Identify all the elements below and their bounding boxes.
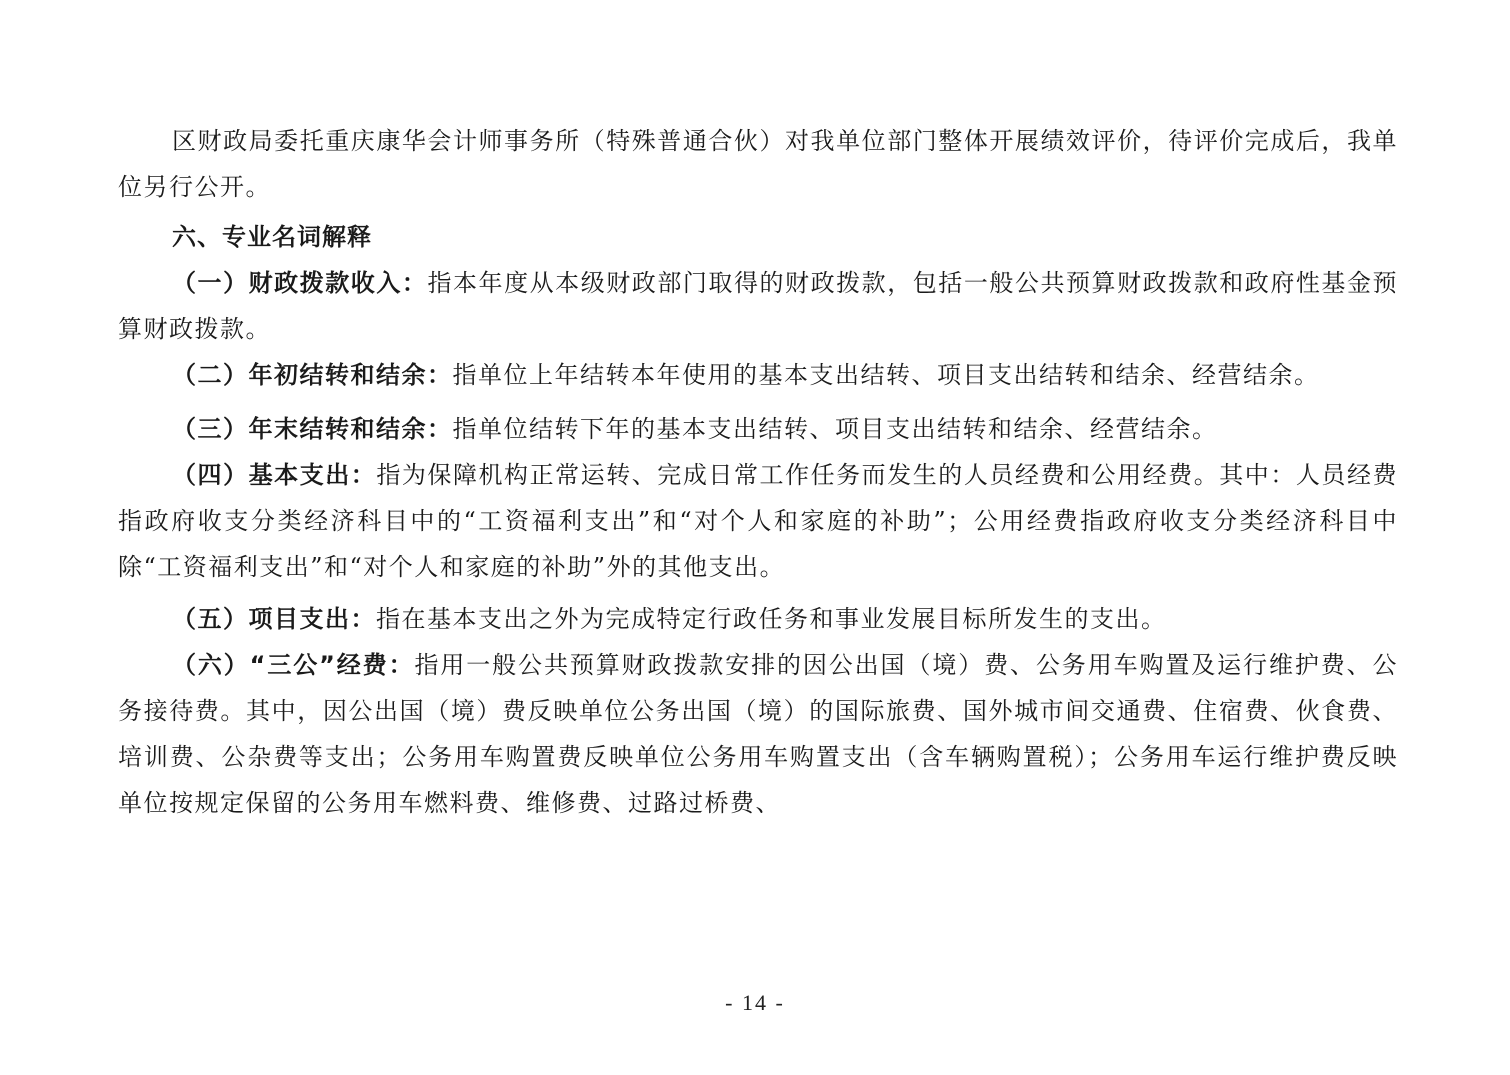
document-body	[118, 118, 1398, 826]
definition-text: 指本年度从本级财政部门取得的财政拨款，包括一般公共预算财政拨款和政府性基金预算财政拨款。	[118, 269, 1399, 343]
definition-term: （二）年初结转和结余：	[172, 361, 453, 389]
definition-term: （三）年末结转和结余：	[172, 415, 453, 443]
definition-text: 指单位结转下年的基本支出结转、项目支出结转和结余、经营结余。	[452, 415, 1218, 443]
section-heading: 六、专业名词解释	[172, 223, 372, 251]
definition-item	[118, 352, 1398, 398]
definition-term: （五）项目支出：	[172, 605, 376, 633]
definition-item	[118, 596, 1398, 642]
definition-term: （一）财政拨款收入：	[172, 269, 428, 297]
definition-text: 指单位上年结转本年使用的基本支出结转、项目支出结转和结余、经营结余。	[452, 361, 1320, 389]
definition-term: （六）“三公”经费：	[172, 651, 415, 679]
definition-term: （四）基本支出：	[172, 461, 377, 489]
definition-item	[118, 642, 1398, 826]
intro-paragraph: 区财政局委托重庆康华会计师事务所（特殊普通合伙）对我单位部门整体开展绩效评价，待评价完成后，我单位另行公开。	[118, 127, 1398, 201]
definition-text: 指为保障机构正常运转、完成日常工作任务而发生的人员经费和公用经费。其中：人员经费指政府收支分类经济科目中的“工资福利支出”和“对个人和家庭的补助”；公用经费指政府收支分类经济科目中除“工资福利支出”和“对个人和家庭的补助”外的其他支出。	[118, 461, 1399, 581]
definition-text: 指用一般公共预算财政拨款安排的因公出国（境）费、公务用车购置及运行维护费、公务接待费。其中，因公出国（境）费反映单位公务出国（境）的国际旅费、国外城市间交通费、住宿费、伙食费、培训费、公杂费等支出；公务用车购置费反映单位公务用车购置支出（含车辆购置税）；公务用车运行维护费反映单位按规定保留的公务用车燃料费、维修费、过路过桥费、	[118, 651, 1399, 817]
definition-item	[118, 452, 1398, 590]
definition-item	[118, 406, 1398, 452]
definition-item	[118, 260, 1398, 352]
definition-text: 指在基本支出之外为完成特定行政任务和事业发展目标所发生的支出。	[376, 605, 1167, 633]
page-number: - 14 -	[725, 990, 785, 1015]
